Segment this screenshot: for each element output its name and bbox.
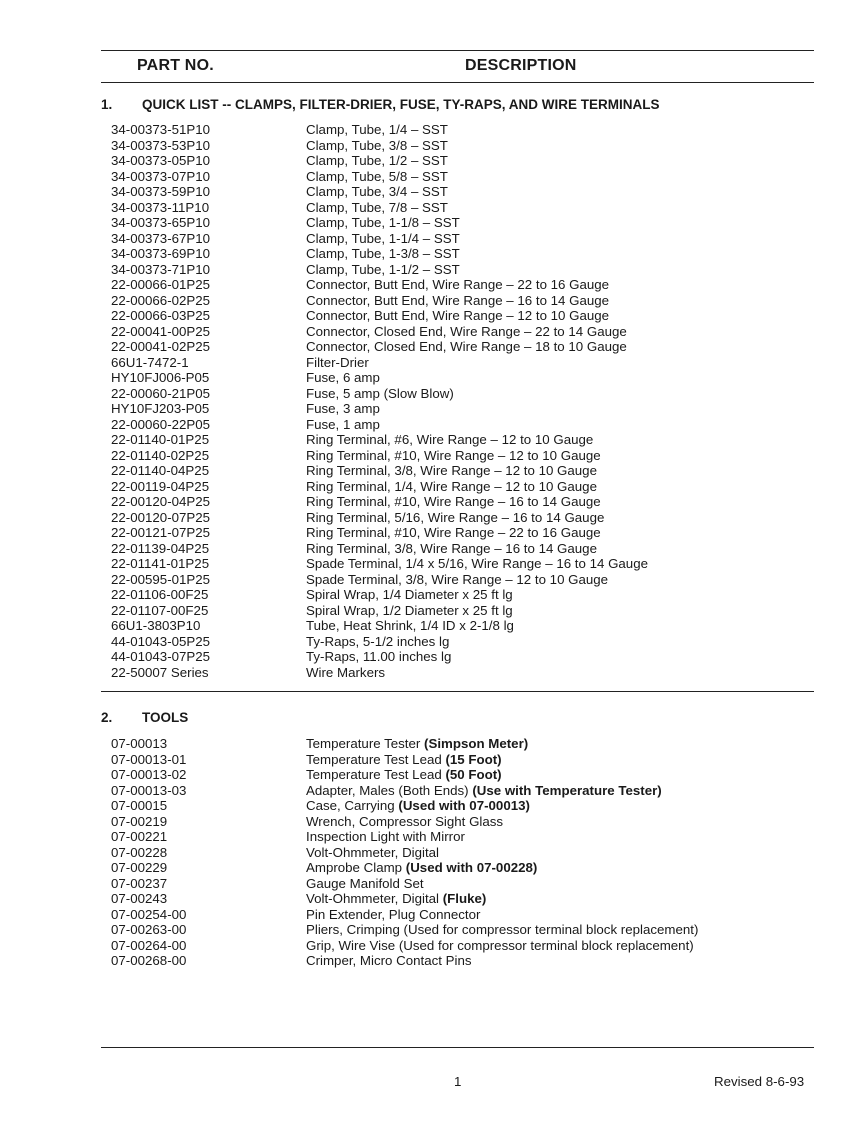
description-text: Fuse, 1 amp <box>306 416 380 432</box>
description-text: Grip, Wire Vise (Used for compressor terminal block replacement) <box>306 937 694 953</box>
part-number: HY10FJ006-P05 <box>111 370 210 385</box>
part-description <box>306 618 514 634</box>
part-no-header: PART NO. <box>137 57 214 74</box>
part-description <box>306 215 460 231</box>
description-text: Pin Extender, Plug Connector <box>306 906 481 922</box>
description-text: Crimper, Micro Contact Pins <box>306 953 472 968</box>
table-row <box>111 494 811 510</box>
table-row <box>111 752 811 768</box>
page-number: 1 <box>454 1074 462 1089</box>
part-number: 34-00373-65P10 <box>111 215 211 230</box>
part-number: 22-01139-04P25 <box>111 540 210 556</box>
section-1-heading <box>101 97 660 112</box>
description-text: Spade Terminal, 1/4 x 5/16, Wire Range – 16 to 14 Gauge <box>306 556 648 571</box>
section-title: QUICK LIST -- CLAMPS, FILTER-DRIER, FUSE, TY-RAPS, AND WIRE TERMINALS <box>142 97 660 112</box>
description-text: Filter-Drier <box>306 354 369 370</box>
description-text: Clamp, Tube, 1/4 – SST <box>306 122 448 137</box>
table-row <box>111 860 811 876</box>
top-rule <box>101 50 814 51</box>
table-row <box>111 922 811 938</box>
description-text: Amprobe Clamp <box>306 860 403 875</box>
description-text: Ring Terminal, #10, Wire Range – 16 to 14 Gauge <box>306 494 601 509</box>
table-row <box>111 215 811 231</box>
part-number: 22-01140-02P25 <box>111 447 210 463</box>
description-text: Clamp, Tube, 1-1/4 – SST <box>306 230 460 246</box>
table-row <box>111 525 811 541</box>
part-number: 07-00243 <box>111 891 168 906</box>
part-number: 07-00264-00 <box>111 937 187 953</box>
part-description <box>306 814 503 830</box>
description-text: Fuse, 5 amp (Slow Blow) <box>306 385 454 401</box>
part-number: 07-00013-01 <box>111 751 187 767</box>
description-text: Ring Terminal, #10, Wire Range – 22 to 16 Gauge <box>306 525 601 540</box>
part-description <box>306 370 380 386</box>
section-divider-rule <box>101 691 814 692</box>
description-text: Connector, Butt End, Wire Range – 16 to 14 Gauge <box>306 292 610 308</box>
description-text: Ring Terminal, 5/16, Wire Range – 16 to 14 Gauge <box>306 509 605 525</box>
part-description <box>306 293 609 309</box>
description-note: (50 Foot) <box>445 767 502 782</box>
table-row <box>111 432 811 448</box>
table-row <box>111 572 811 588</box>
description-text: Adapter, Males (Both Ends) <box>306 782 469 798</box>
description-note: (Fluke) <box>442 891 487 906</box>
part-description <box>306 417 380 433</box>
table-row <box>111 587 811 603</box>
description-text: Case, Carrying <box>306 798 395 813</box>
part-number: 66U1-7472-1 <box>111 354 189 370</box>
part-description <box>306 401 380 417</box>
table-row <box>111 479 811 495</box>
description-text: Ty-Raps, 5-1/2 inches lg <box>306 633 450 649</box>
table-row <box>111 603 811 619</box>
part-description <box>306 953 472 969</box>
part-number: 22-00119-04P25 <box>111 478 210 494</box>
table-row <box>111 370 811 386</box>
table-row <box>111 308 811 324</box>
part-number: 07-00263-00 <box>111 922 187 937</box>
part-description <box>306 752 502 768</box>
part-description <box>306 184 448 200</box>
part-number: 44-01043-05P25 <box>111 633 211 649</box>
part-description <box>306 463 597 479</box>
table-row <box>111 649 811 665</box>
table-row <box>111 417 811 433</box>
header-bottom-rule <box>101 82 814 83</box>
part-number: 22-50007 Series <box>111 664 209 680</box>
description-note: (15 Foot) <box>445 751 502 767</box>
table-row <box>111 876 811 892</box>
part-description <box>306 494 601 510</box>
table-row <box>111 814 811 830</box>
part-description <box>306 922 698 938</box>
part-number: 07-00221 <box>111 829 168 844</box>
table-row <box>111 355 811 371</box>
table-row <box>111 634 811 650</box>
part-description <box>306 649 451 665</box>
table-row <box>111 541 811 557</box>
part-number: 07-00013-03 <box>111 782 187 798</box>
description-text: Ring Terminal, 1/4, Wire Range – 12 to 10 Gauge <box>306 478 597 494</box>
part-description <box>306 355 369 371</box>
part-description <box>306 556 648 572</box>
part-description <box>306 308 609 324</box>
part-description <box>306 845 439 861</box>
part-description <box>306 339 627 355</box>
section-2-heading <box>101 710 188 725</box>
part-description <box>306 122 448 138</box>
description-text: Spade Terminal, 3/8, Wire Range – 12 to 10 Gauge <box>306 571 609 587</box>
description-text: Ty-Raps, 11.00 inches lg <box>306 649 452 664</box>
footer-rule <box>101 1047 814 1048</box>
description-text: Clamp, Tube, 3/4 – SST <box>306 184 448 199</box>
part-description <box>306 432 593 448</box>
description-text: Volt-Ohmmeter, Digital <box>306 891 440 906</box>
section-2-list <box>111 736 811 969</box>
part-number: 22-00120-04P25 <box>111 494 211 509</box>
table-row <box>111 153 811 169</box>
part-description <box>306 448 601 464</box>
description-text: Tube, Heat Shrink, 1/4 ID x 2-1/8 lg <box>306 618 514 633</box>
description-text: Clamp, Tube, 1/2 – SST <box>306 153 448 168</box>
description-text: Fuse, 3 amp <box>306 401 380 416</box>
description-note: (Used with 07-00013) <box>398 798 530 813</box>
description-text: Connector, Closed End, Wire Range – 22 to 14 Gauge <box>306 323 627 339</box>
part-number: 22-00066-03P25 <box>111 308 211 323</box>
part-number: 22-00066-02P25 <box>111 292 211 308</box>
part-description <box>306 138 448 154</box>
part-description <box>306 479 597 495</box>
table-row <box>111 736 811 752</box>
part-number: 34-00373-11P10 <box>111 199 210 215</box>
table-row <box>111 386 811 402</box>
part-number: 66U1-3803P10 <box>111 618 201 633</box>
part-number: 07-00219 <box>111 813 168 829</box>
section-number: 1. <box>101 97 113 112</box>
description-text: Ring Terminal, 3/8, Wire Range – 12 to 10 Gauge <box>306 463 597 478</box>
part-description <box>306 169 448 185</box>
description-text: Clamp, Tube, 1-3/8 – SST <box>306 246 460 261</box>
description-text: Pliers, Crimping (Used for compressor terminal block replacement) <box>306 922 699 937</box>
description-note: (Used with 07-00228) <box>405 860 538 875</box>
description-text: Gauge Manifold Set <box>306 875 424 891</box>
part-number: HY10FJ203-P05 <box>111 401 210 416</box>
part-number: 34-00373-05P10 <box>111 153 211 168</box>
part-number: 07-00254-00 <box>111 906 187 922</box>
table-row <box>111 169 811 185</box>
table-row <box>111 138 811 154</box>
table-row <box>111 953 811 969</box>
part-number: 22-01107-00F25 <box>111 602 209 618</box>
table-row <box>111 262 811 278</box>
table-row <box>111 510 811 526</box>
part-number: 22-00595-01P25 <box>111 571 211 587</box>
description-text: Wire Markers <box>306 664 386 680</box>
part-description <box>306 200 448 216</box>
part-description <box>306 736 528 752</box>
part-description <box>306 860 537 876</box>
part-description <box>306 938 694 954</box>
description-text: Spiral Wrap, 1/4 Diameter x 25 ft lg <box>306 587 513 602</box>
part-description <box>306 262 460 278</box>
section-title: TOOLS <box>142 710 189 725</box>
part-number: 22-01141-01P25 <box>111 556 210 571</box>
part-description <box>306 246 460 262</box>
table-row <box>111 556 811 572</box>
table-row <box>111 783 811 799</box>
description-text: Ring Terminal, 3/8, Wire Range – 16 to 14 Gauge <box>306 540 597 556</box>
part-description <box>306 907 480 923</box>
description-text: Clamp, Tube, 1-1/2 – SST <box>306 261 460 277</box>
description-text: Clamp, Tube, 1-1/8 – SST <box>306 215 460 230</box>
description-text: Temperature Tester <box>306 736 421 751</box>
description-text: Fuse, 6 amp <box>306 370 380 385</box>
description-note: (Simpson Meter) <box>424 736 529 751</box>
table-row <box>111 122 811 138</box>
table-row <box>111 448 811 464</box>
part-number: 34-00373-51P10 <box>111 122 211 137</box>
table-row <box>111 891 811 907</box>
part-description <box>306 783 662 799</box>
description-text: Clamp, Tube, 5/8 – SST <box>306 168 448 184</box>
part-description <box>306 231 460 247</box>
part-number: 22-00121-07P25 <box>111 525 211 540</box>
part-number: 07-00229 <box>111 860 168 875</box>
part-number: 07-00228 <box>111 844 168 860</box>
description-text: Ring Terminal, #10, Wire Range – 12 to 10 Gauge <box>306 447 601 463</box>
part-description <box>306 798 530 814</box>
part-description <box>306 767 502 783</box>
table-row <box>111 618 811 634</box>
part-number: 07-00268-00 <box>111 953 187 968</box>
part-number: 07-00013-02 <box>111 767 187 782</box>
table-row <box>111 665 811 681</box>
part-description <box>306 324 627 340</box>
description-text: Clamp, Tube, 3/8 – SST <box>306 137 448 153</box>
part-description <box>306 876 424 892</box>
description-text: Connector, Butt End, Wire Range – 22 to 16 Gauge <box>306 277 610 292</box>
part-number: 22-01106-00F25 <box>111 587 209 602</box>
part-number: 34-00373-67P10 <box>111 230 211 246</box>
part-number: 07-00015 <box>111 798 168 813</box>
part-description <box>306 634 449 650</box>
table-row <box>111 845 811 861</box>
part-description <box>306 891 486 907</box>
part-description <box>306 277 609 293</box>
section-1-list <box>111 122 811 680</box>
part-number: 34-00373-53P10 <box>111 137 211 153</box>
description-text: Clamp, Tube, 7/8 – SST <box>306 199 448 215</box>
part-number: 34-00373-59P10 <box>111 184 211 199</box>
part-description <box>306 665 385 681</box>
part-description <box>306 587 513 603</box>
description-text: Connector, Closed End, Wire Range – 18 to 10 Gauge <box>306 339 627 354</box>
table-row <box>111 200 811 216</box>
section-number: 2. <box>101 710 113 725</box>
table-row <box>111 339 811 355</box>
description-text: Ring Terminal, #6, Wire Range – 12 to 10 Gauge <box>306 432 594 447</box>
table-row <box>111 907 811 923</box>
description-text: Temperature Test Lead <box>306 767 442 782</box>
part-number: 22-00041-02P25 <box>111 339 211 354</box>
description-text: Temperature Test Lead <box>306 751 442 767</box>
part-number: 07-00013 <box>111 736 168 751</box>
table-row <box>111 463 811 479</box>
part-number: 44-01043-07P25 <box>111 649 211 664</box>
table-row <box>111 938 811 954</box>
part-number: 22-00120-07P25 <box>111 509 211 525</box>
description-note: (Use with Temperature Tester) <box>472 782 662 798</box>
part-description <box>306 386 454 402</box>
table-row <box>111 246 811 262</box>
part-description <box>306 510 604 526</box>
table-row <box>111 829 811 845</box>
part-number: 07-00237 <box>111 875 168 891</box>
description-text: Wrench, Compressor Sight Glass <box>306 813 504 829</box>
table-row <box>111 184 811 200</box>
part-number: 34-00373-71P10 <box>111 261 211 277</box>
part-number: 22-00060-21P05 <box>111 385 211 401</box>
part-number: 34-00373-69P10 <box>111 246 211 261</box>
table-row <box>111 293 811 309</box>
table-row <box>111 324 811 340</box>
table-row <box>111 767 811 783</box>
part-description <box>306 572 608 588</box>
revised-date: Revised 8-6-93 <box>714 1074 805 1089</box>
part-description <box>306 153 448 169</box>
part-number: 22-00060-22P05 <box>111 416 211 432</box>
description-header: DESCRIPTION <box>465 57 577 74</box>
table-row <box>111 798 811 814</box>
description-text: Inspection Light with Mirror <box>306 829 465 844</box>
table-row <box>111 277 811 293</box>
table-row <box>111 401 811 417</box>
description-text: Volt-Ohmmeter, Digital <box>306 844 440 860</box>
part-description <box>306 525 601 541</box>
part-description <box>306 603 513 619</box>
part-number: 22-00066-01P25 <box>111 277 211 292</box>
description-text: Spiral Wrap, 1/2 Diameter x 25 ft lg <box>306 602 513 618</box>
table-row <box>111 231 811 247</box>
part-number: 22-01140-04P25 <box>111 463 210 478</box>
part-number: 22-01140-01P25 <box>111 432 210 447</box>
part-number: 22-00041-00P25 <box>111 323 211 339</box>
part-number: 34-00373-07P10 <box>111 168 211 184</box>
part-description <box>306 541 597 557</box>
part-description <box>306 829 465 845</box>
description-text: Connector, Butt End, Wire Range – 12 to 10 Gauge <box>306 308 610 323</box>
